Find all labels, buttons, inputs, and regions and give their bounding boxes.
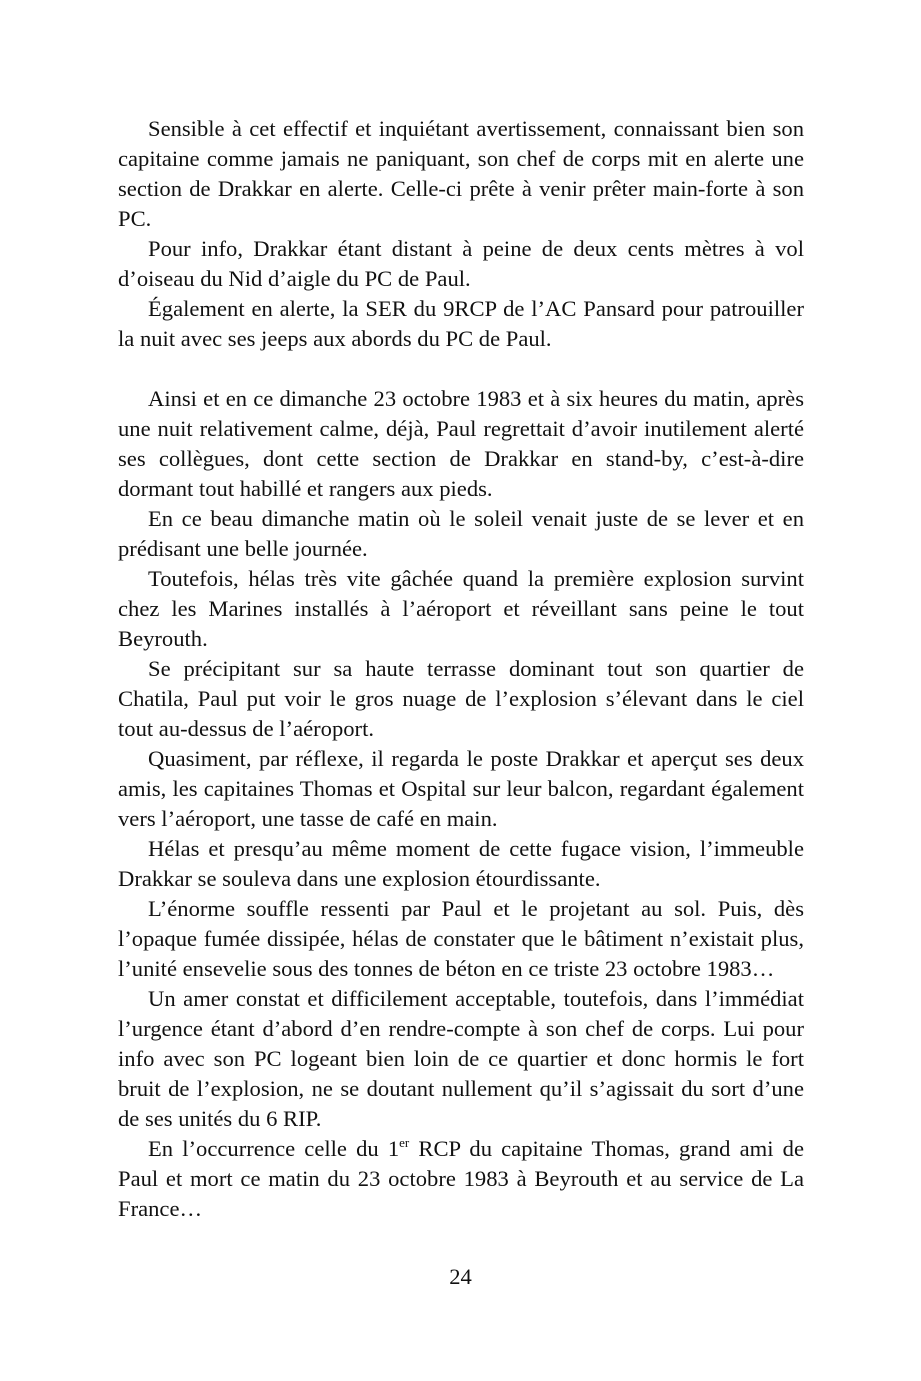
final-text-start: En l’occurrence celle du 1 xyxy=(148,1136,400,1161)
paragraph: Toutefois, hélas très vite gâchée quand la première explosion survint chez les Marines installés à l’aéroport et réveillant sans peine le tout Beyrouth. xyxy=(118,566,804,651)
paragraph: Sensible à cet effectif et inquiétant avertissement, connaissant bien son capitaine comme jamais ne paniquant, son chef de corps mit en alerte une section de Drakkar en alerte. Celle-ci prête à venir prêter main-forte à son PC. xyxy=(118,116,804,231)
section-break xyxy=(118,354,804,384)
paragraph: Ainsi et en ce dimanche 23 octobre 1983 et à six heures du matin, après une nuit relativement calme, déjà, Paul regrettait d’avoir inutilement alerté ses collègues, dont cette section de Drakkar en stand-by, c’est-à-dire dormant tout habillé et rangers aux pieds. xyxy=(118,386,804,501)
paragraph: Pour info, Drakkar étant distant à peine de deux cents mètres à vol d’oiseau du Nid d’aigle du PC de Paul. xyxy=(118,236,804,291)
paragraph: Hélas et presqu’au même moment de cette fugace vision, l’immeuble Drakkar se souleva dans une explosion étourdissante. xyxy=(118,836,804,891)
paragraph-final xyxy=(118,1134,804,1224)
paragraph: Également en alerte, la SER du 9RCP de l’AC Pansard pour patrouiller la nuit avec ses jeeps aux abords du PC de Paul. xyxy=(118,296,804,351)
page-body xyxy=(118,114,804,1224)
final-text-end: RCP du capitaine Thomas, grand ami de Paul et mort ce matin du 23 octobre 1983 à Beyrouth et au service de La France… xyxy=(118,1136,804,1221)
ordinal-superscript: er xyxy=(399,1135,410,1150)
paragraph: L’énorme souffle ressenti par Paul et le projetant au sol. Puis, dès l’opaque fumée dissipée, hélas de constater que le bâtiment n’existait plus, l’unité ensevelie sous des tonnes de béton en ce triste 23 octobre 1983… xyxy=(118,896,804,981)
page-number: 24 xyxy=(449,1264,472,1289)
paragraph: En ce beau dimanche matin où le soleil venait juste de se lever et en prédisant une belle journée. xyxy=(118,506,804,561)
paragraph: Quasiment, par réflexe, il regarda le poste Drakkar et aperçut ses deux amis, les capitaines Thomas et Ospital sur leur balcon, regardant également vers l’aéroport, une tasse de café en main. xyxy=(118,746,804,831)
paragraph: Un amer constat et difficilement acceptable, toutefois, dans l’immédiat l’urgence étant d’abord d’en rendre-compte à son chef de corps. Lui pour info avec son PC logeant bien loin de ce quartier et donc hormis le fort bruit de l’explosion, ne se doutant nullement qu’il s’agissait du sort d’une de ses unités du 6 RIP. xyxy=(118,986,804,1131)
paragraph: Se précipitant sur sa haute terrasse dominant tout son quartier de Chatila, Paul put voir le gros nuage de l’explosion s’élevant dans le ciel tout au-dessus de l’aéroport. xyxy=(118,656,804,741)
